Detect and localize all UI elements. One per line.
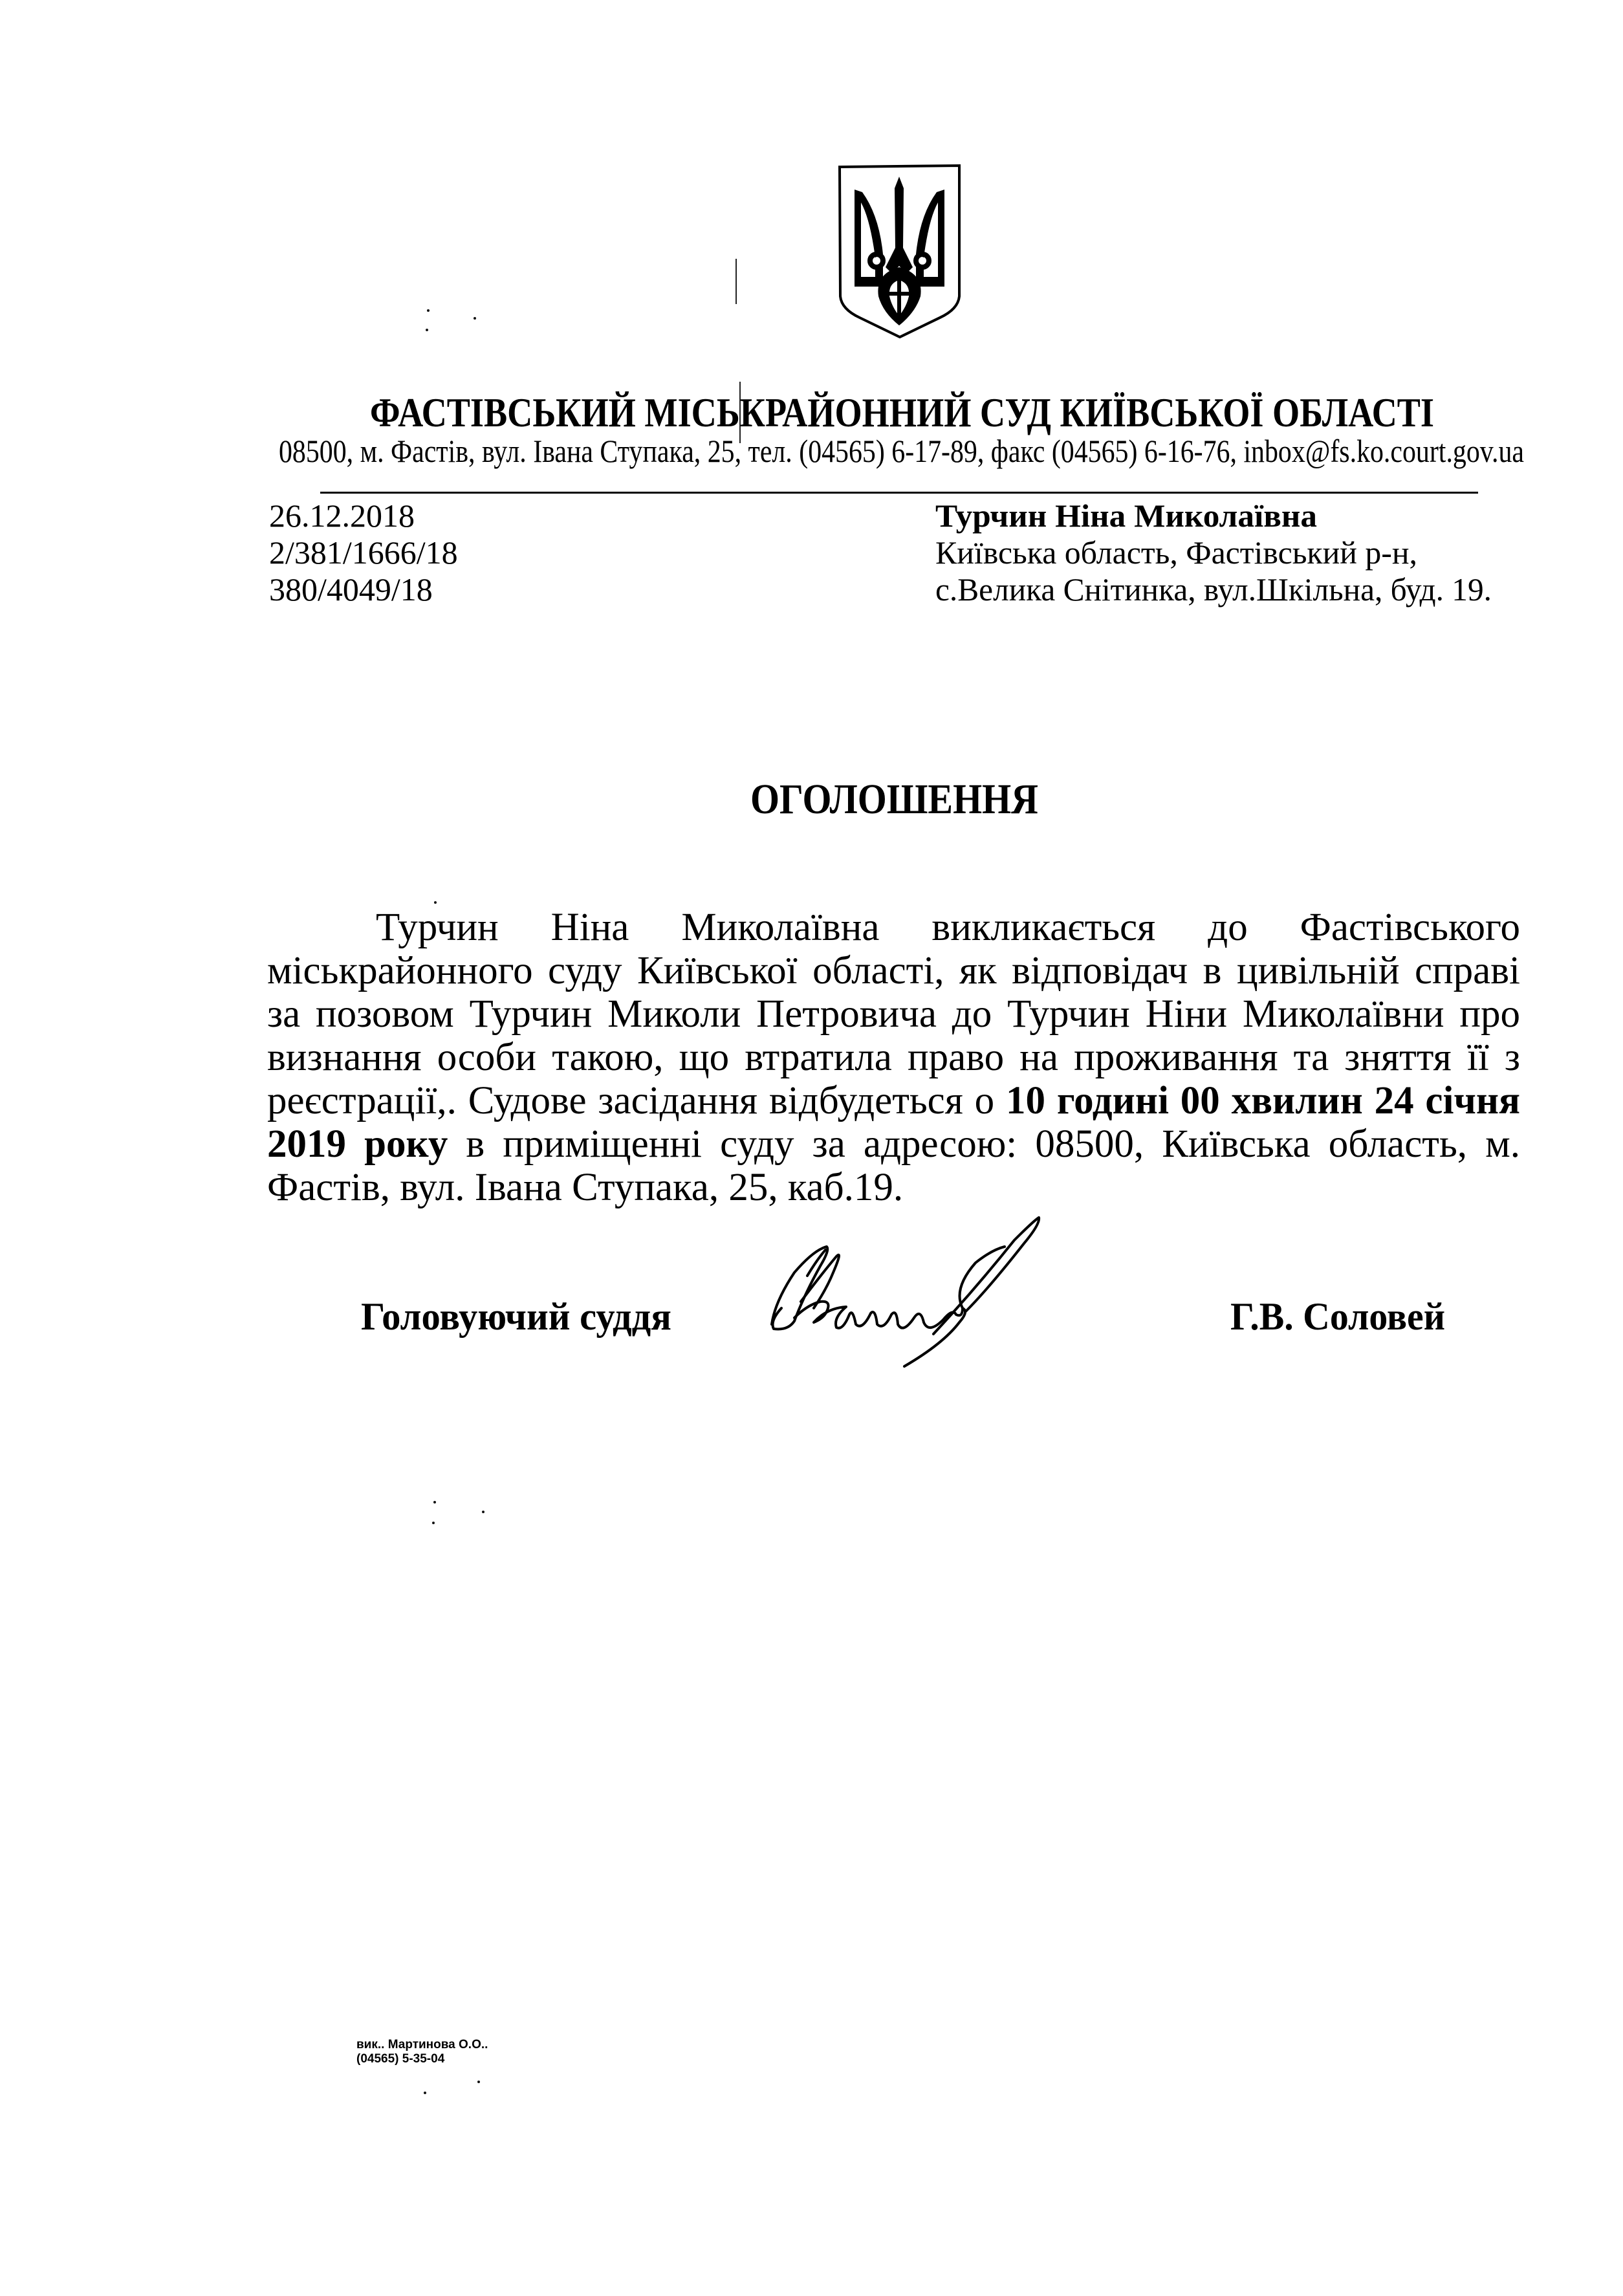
addressee-address-line1-text: Київська область, Фастівський р-н, (935, 534, 1417, 571)
hearing-datetime: 10 годині 00 хвилин 24 січня 2019 року (267, 1079, 1520, 1166)
court-name-text: ФАСТІВСЬКИЙ МІСЬКРАЙОННИЙ СУД КИЇВСЬКОЇ ОБЛАСТІ (370, 389, 1434, 435)
addressee-address-line2-text: с.Велика Снітинка, вул.Шкільна, буд. 19. (935, 571, 1492, 607)
handwritten-signature-icon (768, 1211, 1060, 1373)
notice-title-text: ОГОЛОШЕННЯ (750, 776, 1038, 823)
judge-name-text: Г.В. Соловей (1230, 1295, 1445, 1338)
addressee-block (935, 497, 1499, 608)
notice-paragraph (267, 906, 1520, 1209)
judge-role-label (361, 1297, 679, 1336)
outgoing-number: 2/381/1666/18 (269, 534, 458, 571)
executor-info (356, 2038, 488, 2066)
scan-artifact-line (735, 259, 737, 304)
notice-body-text-continued: в приміщенні суду за адресою: 08500, Київська область, м. Фастів, вул. Івана Ступака, 25, каб.19. (267, 1122, 1520, 1209)
header-divider (320, 492, 1478, 494)
executor-phone: (04565) 5-35-04 (356, 2052, 445, 2066)
scan-artifact-speck (434, 901, 437, 904)
document-date: 26.12.2018 (269, 497, 415, 534)
case-number: 380/4049/18 (269, 571, 433, 607)
executor-name: вик.. Мартинова О.О.. (356, 2038, 488, 2051)
addressee-address-line1 (935, 534, 1499, 571)
scan-artifact-speck (474, 317, 476, 320)
scan-artifact-speck (432, 1522, 435, 1524)
scan-artifact-speck (427, 309, 430, 312)
addressee-name (935, 497, 1499, 534)
scan-artifact-speck (477, 2081, 480, 2083)
notice-body-text: Турчин Ніна Миколаївна викликається до Фастівського міськрайонного суду Київської області, як відповідач в цивільній справі за позовом Турчин Миколи Петровича до Турчин Ніни Миколаївни про визнання особи такою, що втратила право на проживання та зняття її з реєстрації,. Судове засідання відбудеться о (267, 906, 1520, 1122)
court-contact-line (279, 435, 1623, 467)
scan-artifact-speck (426, 329, 428, 331)
court-name-heading (370, 389, 1623, 435)
coat-of-arms-icon (836, 164, 963, 338)
notice-title (750, 778, 1078, 821)
scan-artifact-speck (424, 2092, 426, 2094)
scan-artifact-speck (433, 1501, 436, 1503)
document-references (269, 497, 458, 608)
addressee-address-line2 (935, 571, 1499, 608)
court-contact-text: 08500, м. Фастів, вул. Івана Ступака, 25, тел. (04565) 6-17-89, факс (04565) 6-16-76, inbox@fs.ko.court.gov.ua (279, 433, 1524, 469)
notice-body (267, 906, 1520, 1209)
judge-name (1230, 1297, 1454, 1336)
addressee-name-text: Турчин Ніна Миколаївна (935, 497, 1317, 534)
scan-artifact-speck (482, 1511, 485, 1513)
judge-role-text: Головуючий суддя (361, 1295, 671, 1338)
